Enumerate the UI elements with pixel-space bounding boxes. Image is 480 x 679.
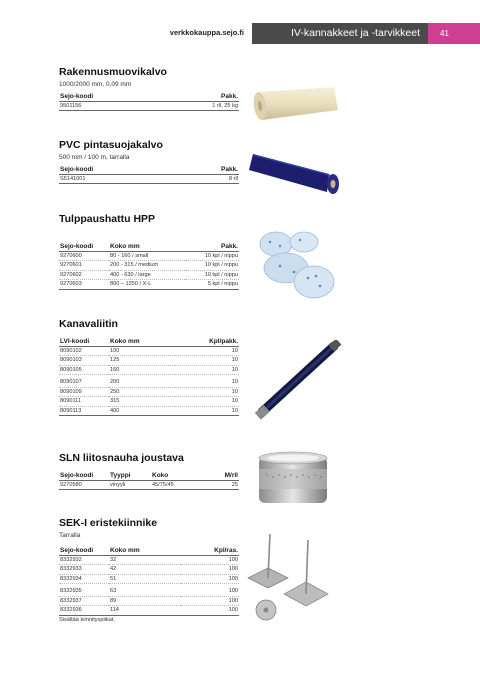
table-cell: 10	[175, 365, 239, 375]
table-cell: 8090111	[59, 397, 109, 407]
column-header: Koko mm	[109, 243, 185, 251]
column-header: Pakk.	[160, 93, 239, 101]
table-cell: 8090107	[59, 375, 109, 388]
header-category: IV-kannakkeet ja -tarvikkeet	[252, 23, 428, 44]
table-cell: 10	[175, 375, 239, 388]
product-table	[59, 472, 239, 490]
section-title: SEK-I eristekiinnike	[59, 517, 158, 529]
table-cell: 100	[181, 596, 239, 606]
table-cell: 9501156	[59, 101, 160, 111]
table-cell: 45/75/45	[151, 480, 204, 490]
column-header: Sejo-koodi	[59, 547, 109, 555]
pvc-protective-film-roll-image	[247, 148, 345, 198]
table-cell: 10	[175, 406, 239, 416]
table-row	[59, 101, 239, 111]
table-cell: 100	[109, 346, 175, 356]
table-cell: 250	[109, 387, 175, 397]
table-row	[59, 606, 239, 616]
table-row	[59, 480, 239, 490]
table-header-row	[59, 472, 239, 480]
section-subtitle: 1000/2000 mm, 0,09 mm	[59, 81, 132, 88]
table-row	[59, 280, 239, 290]
product-table	[59, 547, 239, 616]
column-header: Koko mm	[109, 547, 181, 555]
table-cell: 8332933	[59, 565, 109, 575]
column-header: Tyyppi	[109, 472, 151, 480]
table-cell: vinyyli	[109, 480, 151, 490]
header-url[interactable]: verkkokauppa.sejo.fi	[169, 28, 244, 37]
table-row	[59, 555, 239, 565]
section-title: Tulppaushattu HPP	[59, 213, 156, 225]
section-title: Kanavaliitin	[59, 318, 118, 330]
table-cell: 8090113	[59, 406, 109, 416]
table-cell: 9270601	[59, 261, 109, 271]
table-cell: 400	[109, 406, 175, 416]
table-cell: 42	[109, 565, 181, 575]
column-header: Pakk.	[185, 243, 239, 251]
table-cell: 8332932	[59, 555, 109, 565]
table-cell: 100	[181, 584, 239, 597]
table-cell: 10 kpl / nippu	[185, 270, 239, 280]
table-row	[59, 261, 239, 271]
section-title: PVC pintasuojakalvo	[59, 139, 163, 151]
table-cell: 10	[175, 397, 239, 407]
table-row	[59, 356, 239, 366]
column-header: Sejo-koodi	[59, 472, 109, 480]
table-cell: 8090103	[59, 356, 109, 366]
table-cell: 89	[109, 596, 181, 606]
table-row	[59, 375, 239, 388]
table-cell: 10	[175, 356, 239, 366]
table-row	[59, 565, 239, 575]
table-row	[59, 270, 239, 280]
table-row	[59, 584, 239, 597]
section-kanavaliitin	[59, 318, 239, 416]
section-tulppaushattu	[59, 213, 239, 290]
table-row	[59, 174, 239, 184]
table-cell: 125	[109, 356, 175, 366]
section-title: SLN liitosnauha joustava	[59, 452, 184, 464]
table-cell: 1 rll, 25 kg	[160, 101, 239, 111]
column-header: Kpl/pakk.	[175, 338, 239, 346]
table-header-row	[59, 243, 239, 251]
table-header-row	[59, 166, 239, 174]
table-cell: S5141001	[59, 174, 176, 184]
table-cell: 8332934	[59, 574, 109, 584]
table-row	[59, 365, 239, 375]
table-cell: 200 - 315 / medium	[109, 261, 185, 271]
table-cell: 10 kpl / nippu	[185, 251, 239, 261]
table-row	[59, 387, 239, 397]
product-table	[59, 93, 239, 111]
connection-tape-roll-image	[255, 449, 331, 511]
section-note: Sisältää kiinnityspiikat.	[59, 616, 115, 623]
table-cell: 5 kpl / nippu	[185, 280, 239, 290]
table-row	[59, 397, 239, 407]
column-header: Sejo-koodi	[59, 243, 109, 251]
table-cell: 8332936	[59, 606, 109, 616]
column-header: Koko mm	[109, 338, 175, 346]
column-header: Sejo-koodi	[59, 93, 160, 101]
table-cell: 8332937	[59, 596, 109, 606]
table-cell: 9270603	[59, 280, 109, 290]
table-cell: 8090109	[59, 387, 109, 397]
table-cell: 315	[109, 397, 175, 407]
section-pvc-pintasuojakalvo	[59, 139, 239, 184]
cap-hats-image	[256, 226, 340, 306]
column-header: Kpl/ras.	[181, 547, 239, 555]
table-cell: 8090105	[59, 365, 109, 375]
product-table	[59, 338, 239, 416]
table-cell: 100	[181, 565, 239, 575]
table-cell: 8090102	[59, 346, 109, 356]
column-header: M/rll	[204, 472, 239, 480]
table-header-row	[59, 93, 239, 101]
table-row	[59, 346, 239, 356]
product-table	[59, 166, 239, 184]
section-sln-liitosnauha	[59, 452, 239, 490]
section-rakennusmuovikalvo	[59, 66, 239, 111]
table-cell: 10	[175, 346, 239, 356]
table-cell: 9270600	[59, 251, 109, 261]
table-row	[59, 406, 239, 416]
table-cell: 200	[109, 375, 175, 388]
column-header: Pakk.	[176, 166, 239, 174]
column-header: Sejo-koodi	[59, 166, 176, 174]
table-cell: 400 - 630 / large	[109, 270, 185, 280]
product-table	[59, 243, 239, 290]
table-cell: 10	[175, 387, 239, 397]
table-cell: 63	[109, 584, 181, 597]
table-row	[59, 596, 239, 606]
table-cell: 25	[204, 480, 239, 490]
table-row	[59, 251, 239, 261]
section-subtitle: Tarralla	[59, 532, 81, 539]
table-header-row	[59, 338, 239, 346]
table-cell: 100	[181, 574, 239, 584]
column-header: Koko	[151, 472, 204, 480]
table-cell: 160	[109, 365, 175, 375]
table-cell: 10 kpl / nippu	[185, 261, 239, 271]
table-cell: 8332935	[59, 584, 109, 597]
insulation-pin-image	[244, 530, 348, 626]
table-cell: 32	[109, 555, 181, 565]
section-title: Rakennusmuovikalvo	[59, 66, 167, 78]
table-cell: 800 – 1250 / X-L	[109, 280, 185, 290]
table-cell: 8 rll	[176, 174, 239, 184]
table-cell: 100	[181, 555, 239, 565]
table-header-row	[59, 547, 239, 555]
column-header: LVI-koodi	[59, 338, 109, 346]
section-subtitle: 500 mm / 100 m, tarralla	[59, 154, 130, 161]
section-sek-i-eristekiinnike	[59, 517, 239, 623]
table-cell: 51	[109, 574, 181, 584]
table-cell: 100	[181, 606, 239, 616]
table-cell: 9270580	[59, 480, 109, 490]
table-cell: 80 - 160 / small	[109, 251, 185, 261]
plastic-film-roll-image	[250, 84, 342, 128]
table-cell: 9270602	[59, 270, 109, 280]
page-number: 41	[428, 23, 480, 44]
table-cell: 114	[109, 606, 181, 616]
duct-connector-image	[250, 340, 342, 424]
table-row	[59, 574, 239, 584]
